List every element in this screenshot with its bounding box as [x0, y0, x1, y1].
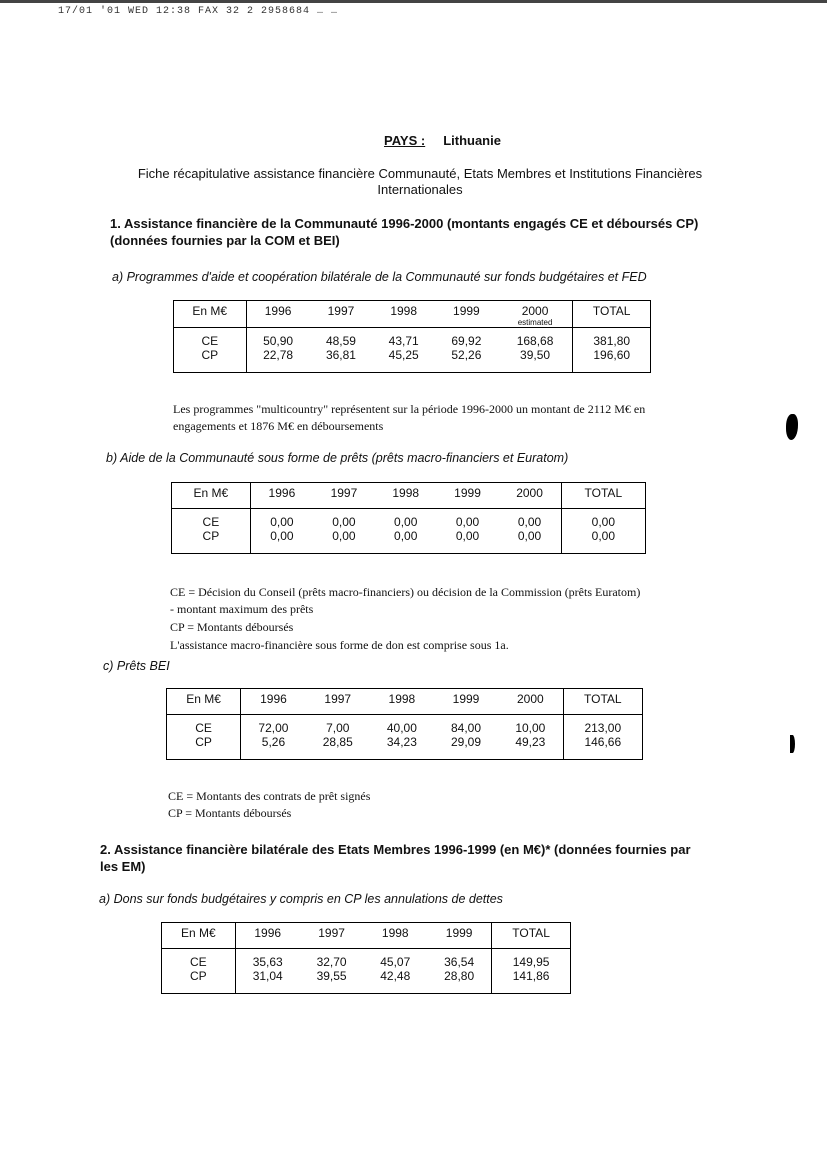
table-cell: 72,00 — [258, 721, 289, 735]
fax-header: 17/01 '01 WED 12:38 FAX 32 2 2958684 … … — [58, 6, 339, 17]
total-header: TOTAL — [492, 923, 571, 949]
section-1-heading: 1. Assistance financière de la Communauté 1996-2000 (montants engagés CE et déboursés CP) (données fournies par la COM et BEI) — [110, 216, 699, 248]
year-header: 1999 — [437, 483, 499, 509]
year-header: 1998 — [375, 483, 437, 509]
table-cell: 43,71 — [388, 334, 419, 348]
estimated-note: estimated — [517, 318, 553, 327]
year-header: 1997 — [313, 483, 375, 509]
table-cell: 0,00 — [517, 515, 542, 529]
table-cell: 69,92 — [451, 334, 482, 348]
year-header: 1996 — [246, 301, 310, 328]
year-header: 1997 — [306, 689, 370, 715]
table-cell: 50,90 — [263, 334, 294, 348]
table-cell: 32,70 — [316, 955, 347, 969]
year-header: 1997 — [300, 923, 364, 949]
table-cell: 29,09 — [451, 735, 482, 749]
table-cell: 36,54 — [444, 955, 475, 969]
table-cell: 31,04 — [252, 969, 283, 983]
table-cell: 48,59 — [325, 334, 356, 348]
note-cp-disbursed: CP = Montants déboursés — [168, 806, 292, 820]
table-cell: 28,85 — [322, 735, 353, 749]
table-cell: 0,00 — [394, 515, 418, 529]
year-header: 1996 — [235, 923, 300, 949]
table-cell: 35,63 — [252, 955, 283, 969]
row-label: CE — [167, 715, 241, 736]
unit-label: En M€ — [172, 483, 251, 509]
table-cell: 39,50 — [520, 348, 551, 362]
total-cell: 146,66 — [563, 735, 642, 760]
section-1b-title: b) Aide de la Communauté sous forme de prêts (prêts macro-financiers et Euratom) — [106, 451, 569, 465]
scan-mark — [790, 735, 795, 753]
table-cell: 0,00 — [517, 529, 542, 543]
fax-top-border — [0, 0, 827, 3]
table-cell: 49,23 — [515, 735, 546, 749]
section-1c-title: c) Prêts BEI — [103, 659, 170, 673]
scan-blot — [786, 414, 798, 440]
table-cell: 28,80 — [444, 969, 475, 983]
table-cell: 0,00 — [270, 529, 294, 543]
table-cell: 7,00 — [326, 721, 350, 735]
section-1a-title: a) Programmes d'aide et coopération bilatérale de la Communauté sur fonds budgétaires et FED — [112, 270, 647, 284]
table-cell: 40,00 — [386, 721, 417, 735]
row-label: CE — [174, 328, 247, 349]
year-header: 1999 — [434, 689, 498, 715]
year-header: 2000 — [498, 689, 563, 715]
total-header: TOTAL — [563, 689, 642, 715]
unit-label: En M€ — [174, 301, 247, 328]
table-cell: 0,00 — [332, 529, 356, 543]
table-cell: 84,00 — [451, 721, 482, 735]
table-2a — [161, 922, 571, 994]
table-1c — [166, 688, 643, 760]
unit-label: En M€ — [162, 923, 236, 949]
table-cell: 52,26 — [451, 348, 482, 362]
year-header: 1998 — [372, 301, 435, 328]
table-cell: 34,23 — [386, 735, 417, 749]
table-cell: 36,81 — [325, 348, 356, 362]
page-title — [384, 133, 501, 148]
row-label: CE — [172, 509, 251, 530]
table-cell: 0,00 — [394, 529, 418, 543]
row-label: CP — [174, 348, 247, 373]
table-1b — [171, 482, 646, 554]
row-label: CP — [172, 529, 251, 554]
row-label: CP — [167, 735, 241, 760]
table-cell: 168,68 — [516, 334, 554, 348]
year-header: 1996 — [241, 689, 306, 715]
table-cell: 0,00 — [455, 515, 480, 529]
note-ce-contracts: CE = Montants des contrats de prêt signés — [168, 789, 371, 803]
multicountry-note: Les programmes "multicountry" représentent sur la période 1996-2000 un montant de 2112 M€ en engagements et 1876 M€ en déboursements — [173, 402, 646, 433]
note-macro-financial: L'assistance macro-financière sous forme de don est comprise sous 1a. — [170, 638, 509, 652]
row-label: CE — [162, 949, 236, 970]
table-cell: 45,25 — [388, 348, 419, 362]
table-cell: 10,00 — [515, 721, 546, 735]
year-header: 1998 — [370, 689, 434, 715]
table-1a — [173, 300, 651, 373]
row-label: CP — [162, 969, 236, 994]
year-header: 2000 estimated — [498, 301, 573, 328]
country-label: PAYS : — [384, 133, 426, 148]
total-cell: 141,86 — [492, 969, 571, 994]
total-cell: 213,00 — [563, 715, 642, 736]
country-name: Lithuanie — [443, 133, 501, 148]
note-cp-definition: CP = Montants déboursés — [170, 620, 294, 634]
table-cell: 39,55 — [316, 969, 347, 983]
note-max-loans: - montant maximum des prêts — [170, 602, 314, 616]
total-cell: 196,60 — [573, 348, 651, 373]
year-header: 1999 — [427, 923, 492, 949]
table-cell: 45,07 — [380, 955, 411, 969]
table-cell: 22,78 — [263, 348, 294, 362]
unit-label: En M€ — [167, 689, 241, 715]
total-cell: 0,00 — [561, 509, 645, 530]
total-cell: 149,95 — [492, 949, 571, 970]
year-header: 1997 — [310, 301, 373, 328]
section-2a-title: a) Dons sur fonds budgétaires y compris en CP les annulations de dettes — [99, 892, 503, 906]
section-2-heading: 2. Assistance financière bilatérale des Etats Membres 1996-1999 (en M€)* (données fournies par les EM) — [100, 842, 691, 874]
year-header: 1998 — [363, 923, 427, 949]
table-cell: 0,00 — [455, 529, 480, 543]
total-cell: 0,00 — [561, 529, 645, 554]
total-header: TOTAL — [573, 301, 651, 328]
note-ce-definition: CE = Décision du Conseil (prêts macro-financiers) ou décision de la Commission (prêts Euratom) — [170, 585, 641, 599]
total-cell: 381,80 — [573, 328, 651, 349]
table-cell: 5,26 — [261, 735, 286, 749]
table-cell: 42,48 — [380, 969, 411, 983]
table-cell: 0,00 — [270, 515, 294, 529]
table-cell: 0,00 — [332, 515, 356, 529]
total-header: TOTAL — [561, 483, 645, 509]
year-header: 2000 — [498, 483, 561, 509]
page-subtitle: Fiche récapitulative assistance financière Communauté, Etats Membres et Institutions Financières Internationales — [137, 166, 703, 197]
year-header: 1996 — [250, 483, 313, 509]
year-header: 1999 — [435, 301, 498, 328]
